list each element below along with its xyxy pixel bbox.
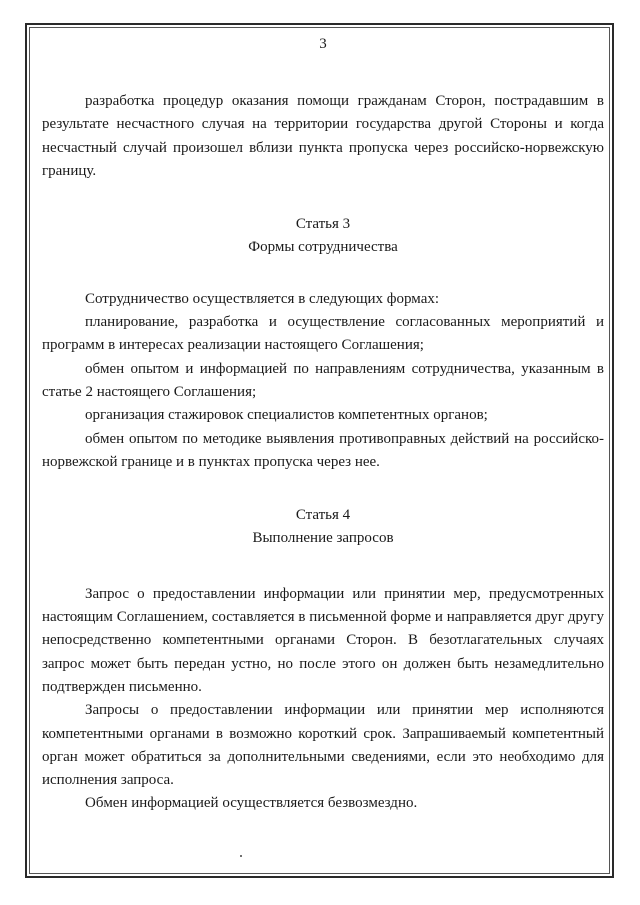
article-4-paragraph: Запрос о предоставлении информации или принятии мер, предусмотренных настоящим Соглашением, составляется в письменной форме и направляется друг другу непосредственно компетентными органами Сторон. В безотлагательных случаях запрос может быть передан устно, но после этого он должен быть незамедлительно подтвержден письменно. (42, 585, 604, 695)
article-3-paragraph: планирование, разработка и осуществление согласованных мероприятий и программ в интересах реализации настоящего Соглашения; (42, 314, 604, 354)
article-4-paragraph: Обмен информацией осуществляется безвозмездно. (85, 795, 418, 812)
document-page (42, 36, 604, 816)
article-3-paragraph: Сотрудничество осуществляется в следующих формах: (85, 290, 440, 307)
article-4-title: Выполнение запросов (252, 530, 394, 547)
article-3-paragraph: обмен опытом по методике выявления противоправных действий на российско-норвежской границе и в пунктах пропуска через нее. (42, 430, 604, 470)
article-4-paragraph: Запросы о предоставлении информации или принятии мер исполняются компетентными органами в возможно короткий срок. Запрашиваемый компетентный орган может обратиться за дополнительными сведениями, если это необходимо для исполнения запроса. (42, 702, 604, 789)
page-number: 3 (319, 36, 327, 52)
intro-paragraph: разработка процедур оказания помощи гражданам Сторон, пострадавшим в результате несчастного случая на территории государства другой Стороны и когда несчастный случай произошел вблизи пункта пропуска через российско-норвежскую границу. (42, 93, 604, 179)
article-4-number: Статья 4 (295, 507, 351, 524)
article-3-paragraph: обмен опытом и информацией по направлениям сотрудничества, указанным в статье 2 настоящего Соглашения; (42, 360, 604, 400)
article-3-title: Формы сотрудничества (248, 239, 398, 256)
article-3-paragraph: организация стажировок специалистов компетентных органов; (85, 407, 488, 424)
scan-speck (240, 855, 242, 857)
article-3-number: Статья 3 (295, 216, 351, 233)
